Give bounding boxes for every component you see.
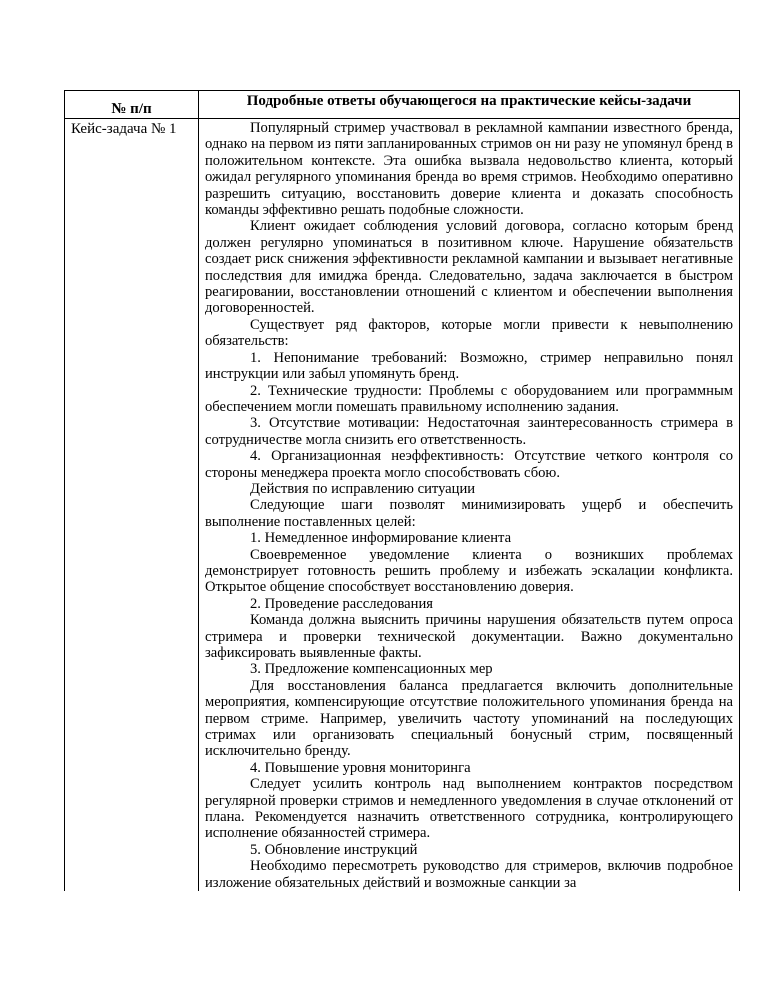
- table-header-row: [65, 91, 740, 119]
- paragraph-step-1-title: 1. Немедленное информирование клиента: [250, 530, 512, 547]
- answers-table-container: [64, 90, 733, 891]
- header-answers-label: Подробные ответы обучающегося на практические кейсы-задачи: [246, 93, 692, 109]
- paragraph-step-4-text: Следует усилить контроль над выполнением контрактов посредством регулярной проверки стримов и немедленного уведомления в случае отклонений от плана. Рекомендуется назначить ответственного сотрудника, контролирующего исполнение обязанностей стримера.: [205, 776, 733, 842]
- paragraph-intro: Популярный стример участвовал в рекламной кампании известного бренда, однако на первом из пяти запланированных стримов он ни разу не упомянул бренд в положительном контексте. Эта ошибка вызвала недовольство клиента, который ожидал регулярного упоминания бренда во время стримов. Необходимо оперативно разрешить ситуацию, восстановить доверие клиента и доказать способность команды эффективно решать подобные сложности.: [205, 120, 733, 219]
- paragraph-step-3-text: Для восстановления баланса предлагается включить дополнительные мероприятия, компенсирующие отсутствие положительного упоминания бренда на первом стриме. Например, увеличить частоту упоминаний на последующих стримах или организовать специальный бонусный стрим, посвященный исключительно бренду.: [205, 677, 733, 760]
- header-number-cell: [65, 91, 199, 119]
- answers-table: [64, 90, 740, 891]
- paragraph-step-5-title: 5. Обновление инструкций: [250, 841, 418, 858]
- paragraph-factor-1: 1. Непонимание требований: Возможно, стример неправильно понял инструкции или забыл упомянуть бренд.: [205, 349, 733, 383]
- paragraph-step-4-title: 4. Повышение уровня мониторинга: [250, 759, 471, 776]
- paragraph-factor-2: 2. Технические трудности: Проблемы с оборудованием или программным обеспечением могли помешать правильному исполнению задания.: [205, 382, 733, 415]
- case-label: Кейс-задача № 1: [71, 121, 177, 137]
- case-label-cell: [65, 119, 199, 892]
- header-number-label: № п/п: [111, 101, 152, 117]
- paragraph-step-5-text: Необходимо пересмотреть руководство для стримеров, включив подробное изложение обязательных действий и возможные санкции за: [205, 858, 733, 891]
- paragraph-step-3-title: 3. Предложение компенсационных мер: [250, 661, 493, 678]
- table-row-case-1: [65, 119, 740, 892]
- paragraph-step-1-text: Своевременное уведомление клиента о возникших проблемах демонстрирует готовность решить проблему и избежать эскалации конфликта. Открытое общение способствует восстановлению доверия.: [205, 546, 733, 596]
- paragraph-factor-4: 4. Организационная неэффективность: Отсутствие четкого контроля со стороны менеджера проекта могло способствовать сбою.: [205, 448, 733, 481]
- paragraph-factor-3: 3. Отсутствие мотивации: Недостаточная заинтересованность стримера в сотрудничестве могла снизить его ответственность.: [205, 415, 733, 448]
- case-answer-cell: [199, 119, 740, 892]
- paragraph-factors-intro: Существует ряд факторов, которые могли привести к невыполнению обязательств:: [205, 316, 733, 350]
- header-answers-cell: [199, 91, 740, 119]
- paragraph-actions-intro: Следующие шаги позволят минимизировать ущерб и обеспечить выполнение поставленных целей:: [205, 497, 733, 530]
- paragraph-step-2-title: 2. Проведение расследования: [250, 595, 433, 612]
- paragraph-expectations: Клиент ожидает соблюдения условий договора, согласно которым бренд должен регулярно упоминаться в позитивном ключе. Нарушение обязательств создает риск снижения эффективности рекламной кампании и вызывает негативные последствия для имиджа бренда. Следовательно, задача заключается в быстром реагировании, восстановлении отношений с клиентом и обеспечении выполнения договоренностей.: [205, 218, 733, 317]
- paragraph-actions-heading: Действия по исправлению ситуации: [250, 480, 476, 497]
- paragraph-step-2-text: Команда должна выяснить причины нарушения обязательств путем опроса стримера и проверки технической документации. Важно документально зафиксировать выявленные факты.: [205, 612, 733, 661]
